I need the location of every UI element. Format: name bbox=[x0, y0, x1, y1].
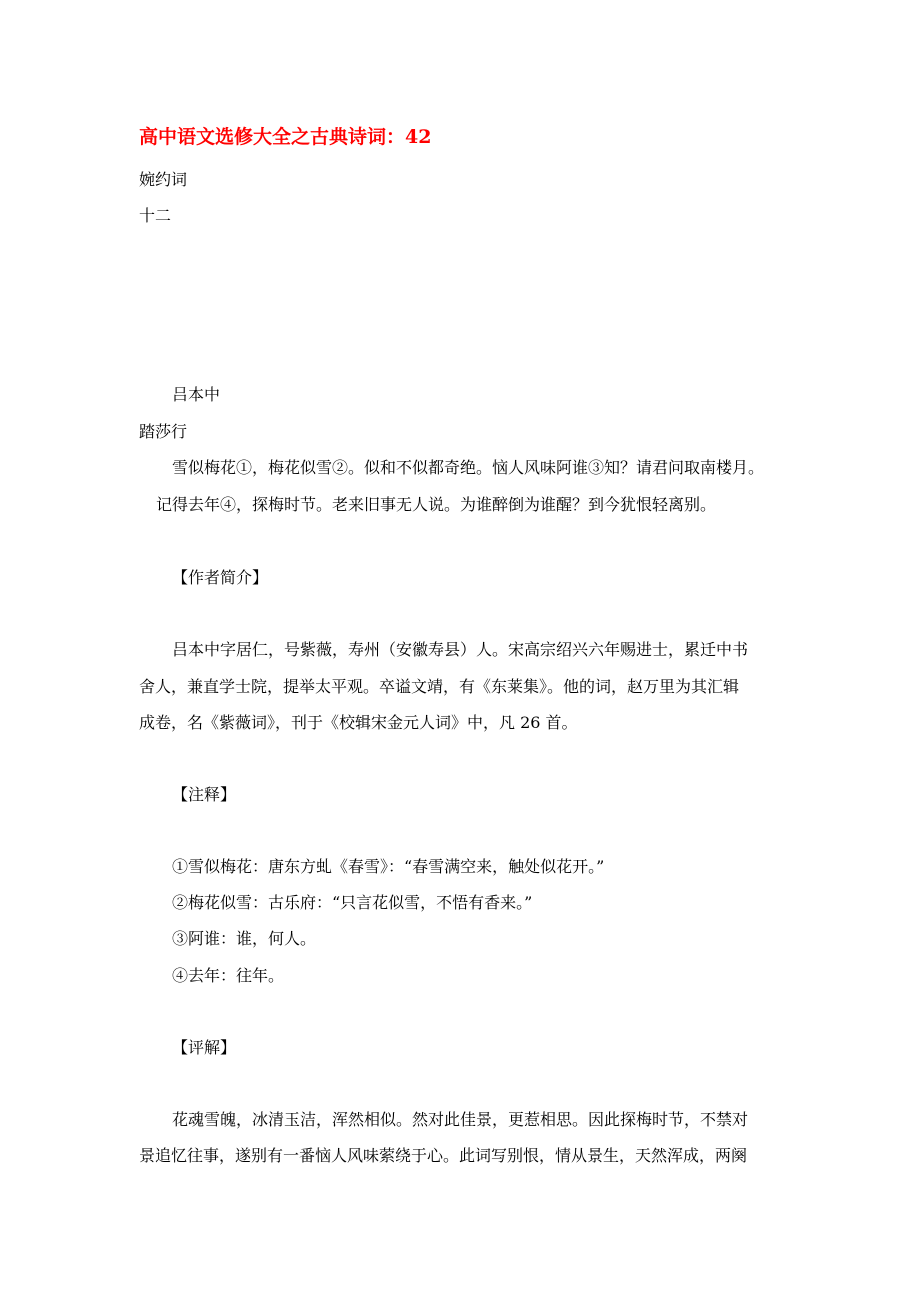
note-item: ④去年：往年。 bbox=[172, 966, 285, 985]
author-intro-line: 舍人，兼直学士院，提举太平观。卒谥文靖，有《东莱集》。他的词，赵万里为其汇辑 bbox=[139, 677, 740, 696]
poem-line: 记得去年④，探梅时节。老来旧事无人说。为谁醉倒为谁醒？到今犹恨轻离别。 bbox=[156, 495, 717, 514]
section-number: 十二 bbox=[139, 206, 172, 225]
note-item: ③阿谁：谁，何人。 bbox=[172, 929, 317, 948]
commentary-line: 景追忆往事，遂别有一番恼人风味萦绕于心。此词写别恨，情从景生，天然浑成，两阕 bbox=[139, 1146, 748, 1165]
author-intro-line: 成卷，名《紫薇词》，刊于《校辑宋金元人词》中，凡 26 首。 bbox=[139, 713, 578, 732]
poem-title: 踏莎行 bbox=[139, 422, 188, 441]
poem-author: 吕本中 bbox=[172, 385, 221, 404]
poem-line: 雪似梅花①，梅花似雪②。似和不似都奇绝。恼人风味阿谁③知？请君问取南楼月。 bbox=[172, 458, 765, 477]
commentary-heading: 【评解】 bbox=[172, 1038, 237, 1057]
note-item: ②梅花似雪：古乐府：“只言花似雪，不悟有香来。” bbox=[172, 893, 533, 912]
author-intro-line: 吕本中字居仁，号紫薇，寿州（安徽寿县）人。宋高宗绍兴六年赐进士，累迁中书 bbox=[172, 640, 749, 659]
category-label: 婉约词 bbox=[139, 170, 188, 189]
notes-heading: 【注释】 bbox=[172, 785, 237, 804]
note-item: ①雪似梅花：唐东方虬《春雪》：“春雪满空来，触处似花开。” bbox=[172, 857, 605, 876]
document-title: 高中语文选修大全之古典诗词：42 bbox=[139, 126, 432, 148]
author-intro-heading: 【作者简介】 bbox=[172, 568, 269, 587]
commentary-line: 花魂雪魄，冰清玉洁，浑然相似。然对此佳景，更惹相思。因此探梅时节，不禁对 bbox=[172, 1110, 749, 1129]
